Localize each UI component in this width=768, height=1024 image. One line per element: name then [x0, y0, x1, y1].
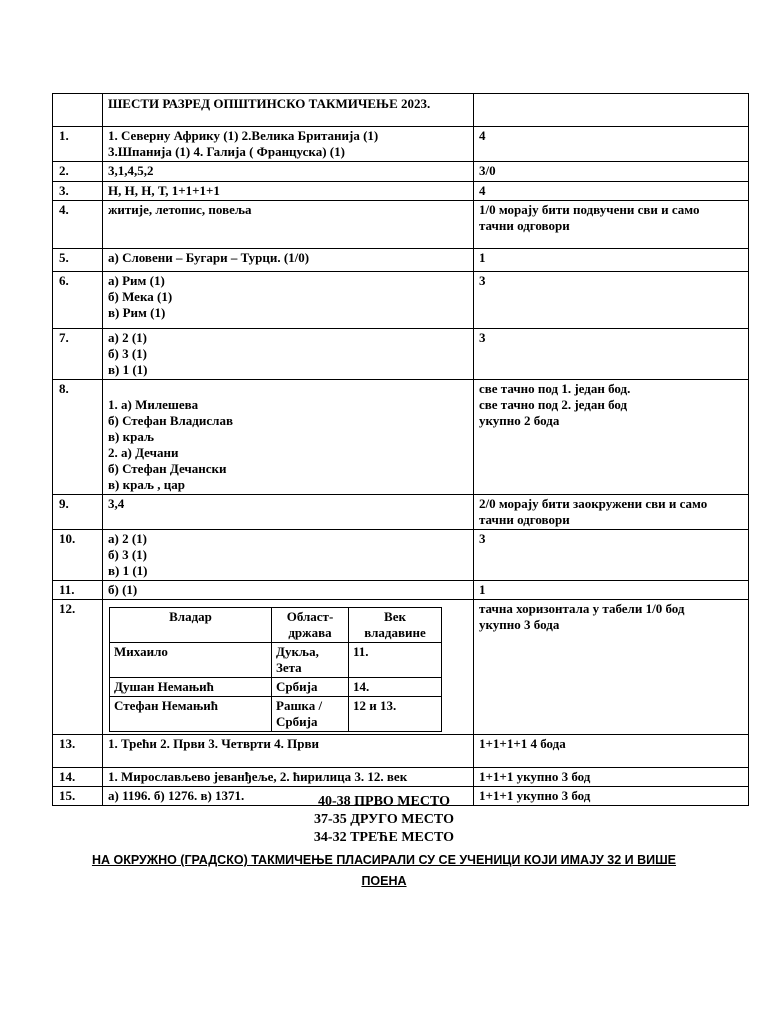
points-cell: 2/0 морају бити заокружени сви и само тачни одговори — [474, 495, 749, 530]
answer-cell: Н, Н, Н, Т, 1+1+1+1 — [103, 182, 474, 201]
ruler-table-row — [110, 697, 442, 732]
question-number: 15. — [53, 787, 103, 806]
table-row — [53, 249, 749, 272]
answer-cell: б) (1) — [103, 581, 474, 600]
ruler-state: Србија — [272, 678, 349, 697]
ruler-table-row — [110, 678, 442, 697]
header-points-cell — [474, 94, 749, 127]
table-row — [53, 768, 749, 787]
second-place-line: 37-35 ДРУГО МЕСТО — [314, 812, 454, 827]
question-number: 2. — [53, 162, 103, 182]
ruler-century: 14. — [349, 678, 442, 697]
points-cell: 3/0 — [474, 162, 749, 182]
points-cell: 3 — [474, 530, 749, 581]
points-cell: 1 — [474, 581, 749, 600]
ruler-century: 12 и 13. — [349, 697, 442, 732]
ruler-name: Стефан Немањић — [110, 697, 272, 732]
third-place-line: 34-32 ТРЕЋЕ МЕСТО — [313, 830, 455, 845]
points-cell: 1+1+1 укупно 3 бод — [474, 787, 749, 806]
points-cell: 4 — [474, 182, 749, 201]
question-number: 7. — [53, 329, 103, 380]
column-header: Владар — [110, 608, 272, 643]
answer-cell: а) Словени – Бугари – Турци. (1/0) — [103, 249, 474, 272]
question-number: 8. — [53, 380, 103, 495]
table-row — [53, 201, 749, 249]
answer-cell: а) 2 (1) б) 3 (1) в) 1 (1) — [103, 530, 474, 581]
points-cell: 1+1+1+1 4 бода — [474, 735, 749, 768]
answer-cell: а) 2 (1) б) 3 (1) в) 1 (1) — [103, 329, 474, 380]
ruler-state: Рашка / Србија — [272, 697, 349, 732]
header-empty-cell — [53, 94, 103, 127]
answer-cell: 1. а) Милешева б) Стефан Владислав в) краљ 2. а) Дечани б) Стефан Дечански в) краљ , цар — [103, 380, 474, 495]
qualification-notice-line1: НА ОКРУЖНО (ГРАДСКО) ТАКМИЧЕЊЕ ПЛАСИРАЛИ СУ СЕ УЧЕНИЦИ КОЈИ ИМАЈУ 32 И ВИШЕ — [91, 853, 677, 867]
table-row — [53, 581, 749, 600]
table-row — [53, 600, 749, 735]
answer-key-table — [52, 93, 749, 806]
answer-cell: житије, летопис, повеља — [103, 201, 474, 249]
ruler-century: 11. — [349, 643, 442, 678]
points-cell: тачна хоризонтала у табели 1/0 бод укупно 3 бода — [474, 600, 749, 735]
question-number: 11. — [53, 581, 103, 600]
answer-cell: 1. Северну Африку (1) 2.Велика Британија (1) 3.Шпанија (1) 4. Галија ( Француска) (1) — [103, 127, 474, 162]
question-number: 14. — [53, 768, 103, 787]
table-row — [53, 162, 749, 182]
answer-cell: 1. Мирослављево јеванђеље, 2. ћирилица 3. 12. век — [103, 768, 474, 787]
points-cell: 3 — [474, 272, 749, 329]
answer-cell: а) 1196. б) 1276. в) 1371. — [103, 787, 474, 806]
ruler-table-row — [110, 643, 442, 678]
points-cell: 4 — [474, 127, 749, 162]
table-row — [53, 530, 749, 581]
points-cell: 1/0 морају бити подвучени сви и само тачни одговори — [474, 201, 749, 249]
ruler-name: Душан Немањић — [110, 678, 272, 697]
ruler-table-header — [110, 608, 442, 643]
question-number: 4. — [53, 201, 103, 249]
ruler-state: Дукља, Зета — [272, 643, 349, 678]
answer-cell: 1. Трећи 2. Први 3. Четврти 4. Први — [103, 735, 474, 768]
table-row — [53, 329, 749, 380]
question-number: 6. — [53, 272, 103, 329]
question-number: 13. — [53, 735, 103, 768]
table-row — [53, 495, 749, 530]
qualification-notice-line2: ПОЕНА — [361, 874, 407, 888]
points-cell: 1 — [474, 249, 749, 272]
question-number: 3. — [53, 182, 103, 201]
ruler-name: Михаило — [110, 643, 272, 678]
table-row — [53, 127, 749, 162]
question-number: 12. — [53, 600, 103, 735]
points-cell: 3 — [474, 329, 749, 380]
sheet-title: ШЕСТИ РАЗРЕД ОПШТИНСКО ТАКМИЧЕЊЕ 2023. — [103, 94, 474, 127]
points-cell: све тачно под 1. један бод. све тачно под 2. један бод укупно 2 бода — [474, 380, 749, 495]
points-cell: 1+1+1 укупно 3 бод — [474, 768, 749, 787]
table-row — [53, 735, 749, 768]
table-row — [53, 380, 749, 495]
answer-cell: 3,4 — [103, 495, 474, 530]
question-number: 10. — [53, 530, 103, 581]
table-row — [53, 182, 749, 201]
question-number: 1. — [53, 127, 103, 162]
answer-cell: 3,1,4,5,2 — [103, 162, 474, 182]
first-place-line: 40-38 ПРВО МЕСТО — [317, 794, 451, 809]
answer-cell: а) Рим (1) б) Мека (1) в) Рим (1) — [103, 272, 474, 329]
table-row — [53, 272, 749, 329]
column-header: Век владавине — [349, 608, 442, 643]
question-number: 5. — [53, 249, 103, 272]
question-number: 9. — [53, 495, 103, 530]
answer-cell — [103, 600, 474, 735]
column-header: Област- држава — [272, 608, 349, 643]
ruler-table — [109, 607, 442, 732]
header-row — [53, 94, 749, 127]
